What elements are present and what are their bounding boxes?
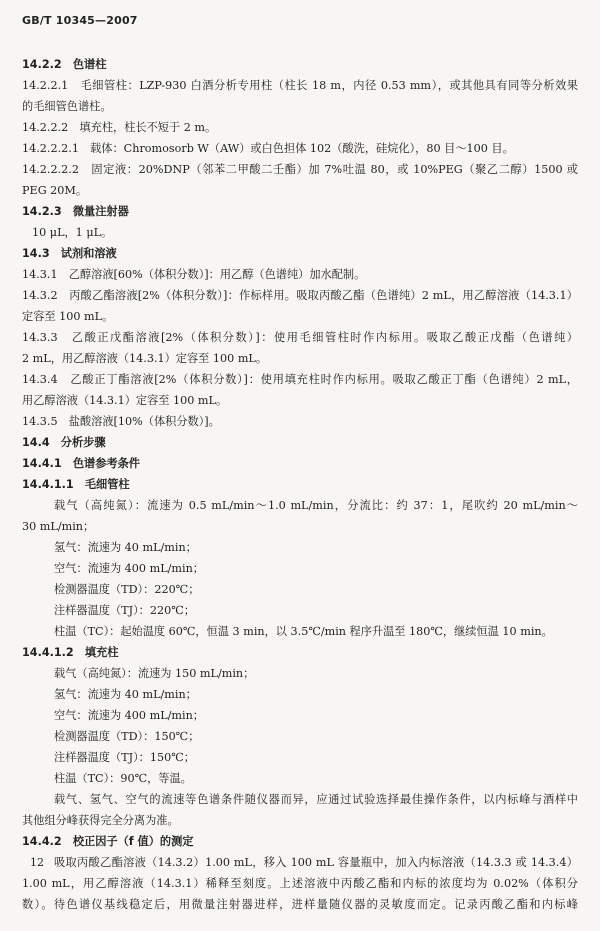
section-heading: 14.2.3 微量注射器 — [22, 205, 129, 218]
paragraph-line: 的毛细管色谱柱。 — [22, 100, 112, 113]
paragraph-line: 14.2.2.2.1 载体：Chromosorb W（AW）或白色担体 102（酸洗，硅烷化），80 目～100 目。 — [22, 142, 514, 155]
paragraph-line: PEG 20M。 — [22, 184, 88, 197]
paragraph-line: 其他组分峰获得完全分离为准。 — [22, 814, 179, 827]
paragraph-line: 柱温（TC）：90℃，等温。 — [54, 772, 192, 785]
document-body — [22, 54, 578, 915]
paragraph-line: 2 mL，用乙醇溶液（14.3.1）定容至 100 mL。 — [22, 352, 268, 365]
paragraph-line: 14.3.4 乙酸正丁酯溶液[2%（体积分数）]：使用填充柱时作内标用。吸取乙酸正丁酯（色谱纯）2 mL， — [22, 373, 578, 386]
paragraph-line: 载气、氢气、空气的流速等色谱条件随仪器而异，应通过试验选择最佳操作条件，以内标峰与酒样中 — [54, 793, 578, 806]
section-heading: 14.3 试剂和溶液 — [22, 247, 117, 260]
standard-header: GB/T 10345—2007 — [22, 14, 138, 27]
section-heading: 14.4.2 校正因子（f 值）的测定 — [22, 835, 194, 848]
paragraph-line: 数）。待色谱仪基线稳定后，用微量注射器进样，进样量随仪器的灵敏度而定。记录丙酸乙酯和内标峰 — [22, 898, 578, 911]
paragraph-line: 检测器温度（TD）：220℃； — [54, 583, 200, 596]
section-heading: 14.4.1.2 填充柱 — [22, 646, 119, 659]
section-heading: 14.4.1 色谱参考条件 — [22, 457, 140, 470]
paragraph-line: 检测器温度（TD）：150℃； — [54, 730, 200, 743]
section-heading: 14.2.2 色谱柱 — [22, 58, 107, 71]
paragraph-line: 30 mL/min； — [22, 520, 95, 533]
page-number: 12 — [30, 856, 44, 869]
paragraph-line: 用乙醇溶液（14.3.1）定容至 100 mL。 — [22, 394, 228, 407]
paragraph-line: 14.3.2 丙酸乙酯溶液[2%（体积分数）]：作标样用。吸取丙酸乙酯（色谱纯）2 mL，用乙醇溶液（14.3.1） — [22, 289, 578, 302]
paragraph-line: 14.3.1 乙醇溶液[60%（体积分数）]：用乙醇（色谱纯）加水配制。 — [22, 268, 366, 281]
paragraph-line: 氢气：流速为 40 mL/min； — [54, 541, 197, 554]
paragraph-line: 14.2.2.1 毛细管柱：LZP-930 白酒分析专用柱（柱长 18 m，内径 0.53 mm），或其他具有同等分析效果 — [22, 79, 578, 92]
section-heading: 14.4 分析步骤 — [22, 436, 106, 449]
paragraph-line: 14.3.5 盐酸溶液[10%（体积分数）]。 — [22, 415, 220, 428]
paragraph-line: 空气：流速为 400 mL/min； — [54, 562, 204, 575]
paragraph-line: 注样器温度（TJ）：220℃； — [54, 604, 195, 617]
paragraph-line: 注样器温度（TJ）：150℃； — [54, 751, 195, 764]
paragraph-line: 氢气：流速为 40 mL/min； — [54, 688, 197, 701]
paragraph-line: 14.2.2.2.2 固定液：20%DNP（邻苯二甲酸二壬酯）加 7%吐温 80，或 10%PEG（聚乙二醇）1500 或 — [22, 163, 578, 176]
paragraph-line: 空气：流速为 400 mL/min； — [54, 709, 204, 722]
paragraph-line: 10 μL，1 μL。 — [32, 226, 113, 239]
paragraph-line: 吸取丙酸乙酯溶液（14.3.2）1.00 mL，移入 100 mL 容量瓶中，加入内标溶液（14.3.3 或 14.3.4） — [54, 856, 578, 869]
paragraph-line: 柱温（TC）：起始温度 60℃，恒温 3 min，以 3.5℃/min 程序升温至 180℃，继续恒温 10 min。 — [54, 625, 553, 638]
paragraph-line: 载气（高纯氮）：流速为 150 mL/min； — [54, 667, 255, 680]
paragraph-line: 定容至 100 mL。 — [22, 310, 114, 323]
paragraph-line: 14.3.3 乙酸正戊酯溶液[2%（体积分数）]：使用毛细管柱时作内标用。吸取乙酸正戊酯（色谱纯） — [22, 331, 578, 344]
section-heading: 14.4.1.1 毛细管柱 — [22, 478, 130, 491]
paragraph-line: 14.2.2.2 填充柱，柱长不短于 2 m。 — [22, 121, 217, 134]
paragraph-line: 1.00 mL，用乙醇溶液（14.3.1）稀释至刻度。上述溶液中丙酸乙酯和内标的浓度均为 0.02%（体积分 — [22, 877, 578, 890]
paragraph-line: 载气（高纯氮）：流速为 0.5 mL/min～1.0 mL/min，分流比：约 37：1，尾吹约 20 mL/min～ — [54, 499, 578, 512]
